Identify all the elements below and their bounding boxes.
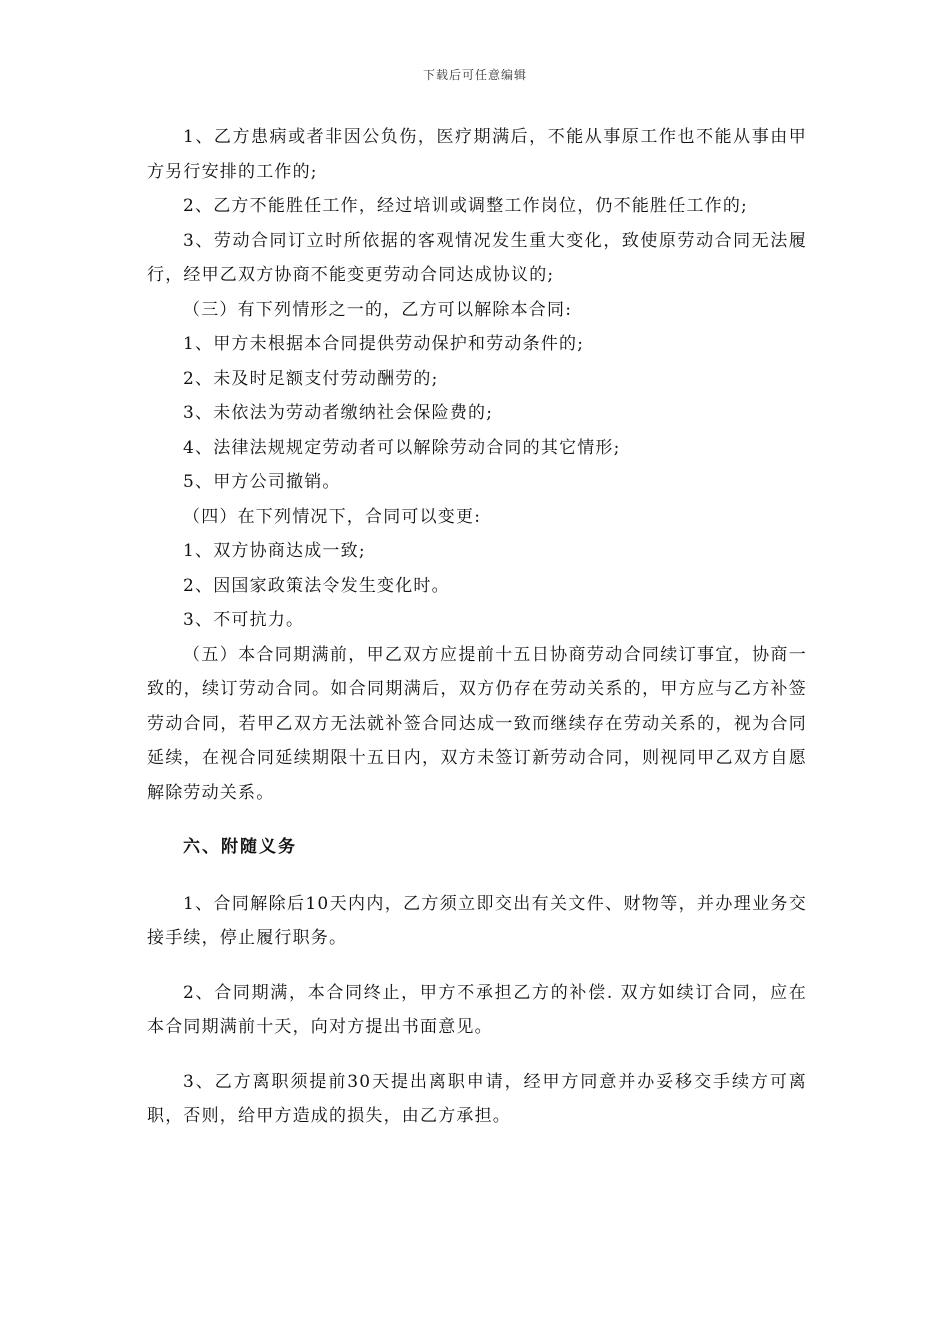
paragraph-clause-three: （三）有下列情形之一的，乙方可以解除本合同: <box>183 299 573 320</box>
paragraph-clause-four: （四）在下列情况下，合同可以变更: <box>183 506 482 527</box>
section6-item-1: 1、合同解除后10天内内，乙方须立即交出有关文件、财物等，并办理业务交接手续，停止履行职务。 <box>147 893 807 948</box>
list-item: 2、因国家政策法令发生变化时。 <box>183 575 450 596</box>
spacer <box>147 1045 807 1065</box>
page-header: 下载后可任意编辑 <box>422 68 527 82</box>
section6-item-2: 2、合同期满，本合同终止，甲方不承担乙方的补偿. 双方如续订合同，应在本合同期满前十天，向对方提出书面意见。 <box>147 982 807 1037</box>
spacer <box>147 956 807 976</box>
list-item: 4、法律法规规定劳动者可以解除劳动合同的其它情形; <box>183 437 621 458</box>
list-item: 1、双方协商达成一致; <box>183 541 366 561</box>
section6-item-3: 3、乙方离职须提前30天提出离职申请，经甲方同意并办妥移交手续方可离职，否则，给甲方造成的损失，由乙方承担。 <box>147 1071 807 1126</box>
list-item: 1、甲方未根据本合同提供劳动保护和劳动条件的; <box>183 334 585 354</box>
list-item: 5、甲方公司撤销。 <box>183 472 341 492</box>
list-item: 3、不可抗力。 <box>183 610 305 630</box>
paragraph-termination-incompetent: 2、乙方不能胜任工作，经过培训或调整工作岗位，仍不能胜任工作的; <box>183 196 748 216</box>
paragraph-termination-illness: 1、乙方患病或者非因公负伤，医疗期满后，不能从事原工作也不能从事由甲方另行安排的工作的; <box>147 127 807 182</box>
paragraph-termination-circumstances: 3、劳动合同订立时所依据的客观情况发生重大变化，致使原劳动合同无法履行，经甲乙双方协商不能变更劳动合同达成协议的; <box>147 230 807 285</box>
list-item: 3、未依法为劳动者缴纳社会保险费的; <box>183 403 494 423</box>
paragraph-clause-five: （五）本合同期满前，甲乙双方应提前十五日协商劳动合同续订事宜，协商一致的，续订劳动合同。如合同期满后，双方仍存在劳动关系的，甲方应与乙方补签劳动合同，若甲乙双方无法就补签合同达成一致而继续存在劳动关系的，视为合同延续，在视合同延续期限十五日内，双方未签订新劳动合同，则视同甲乙双方自愿解除劳动关系。 <box>147 644 807 803</box>
document-body <box>147 120 807 1134</box>
section-heading: 六、附随义务 <box>183 837 297 857</box>
list-item: 2、未及时足额支付劳动酬劳的; <box>183 368 439 389</box>
